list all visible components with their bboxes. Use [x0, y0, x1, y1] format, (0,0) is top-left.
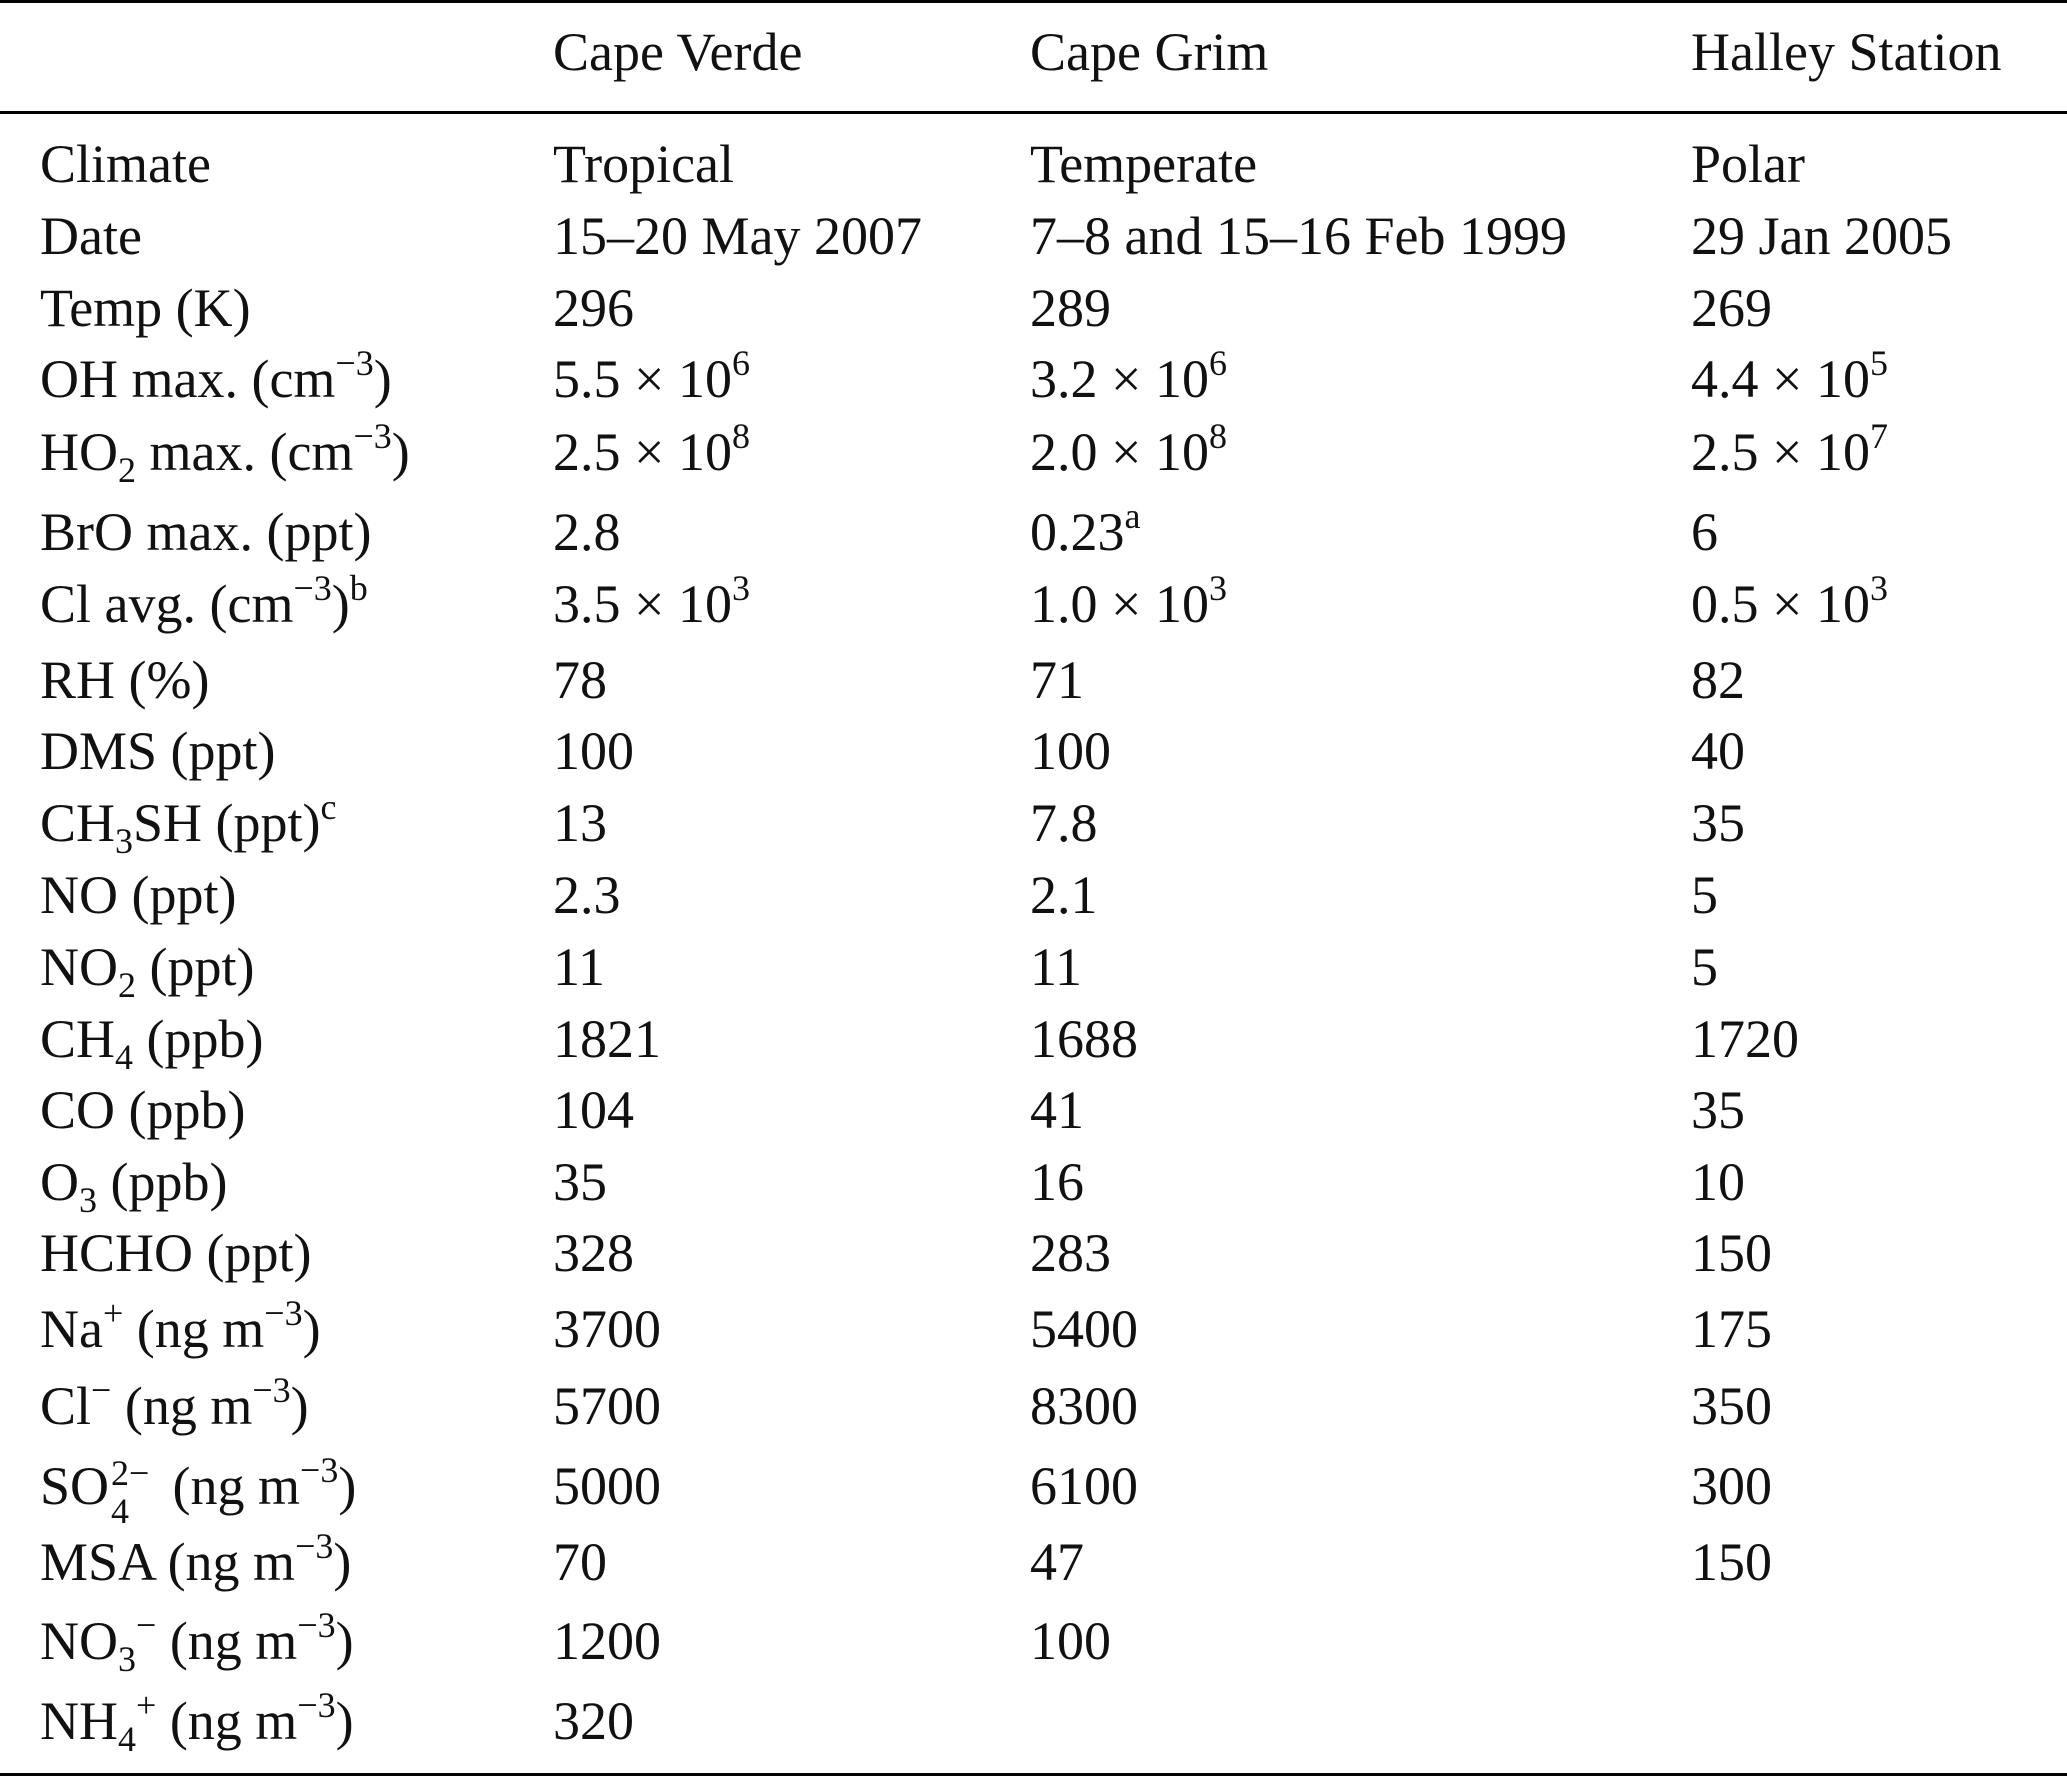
text-run: HCHO (ppt)	[40, 1223, 312, 1283]
table-cell	[553, 568, 750, 640]
table-row	[0, 568, 2067, 640]
table-cell	[1030, 1074, 1084, 1146]
table-cell	[553, 1293, 661, 1365]
text-run: SO	[40, 1456, 110, 1516]
text-run: (ppt)	[136, 937, 255, 997]
text-run: )	[338, 1456, 357, 1516]
table-cell	[1030, 272, 1111, 344]
text-run: )	[302, 1299, 321, 1359]
table-cell	[553, 787, 607, 859]
row-label	[40, 644, 209, 716]
superscript: a	[1124, 496, 1141, 536]
text-run: 289	[1030, 278, 1111, 338]
header-rule	[0, 111, 2067, 114]
table-row	[0, 496, 2067, 568]
text-run: 350	[1691, 1376, 1772, 1436]
text-run: )	[333, 1532, 352, 1592]
text-run: 100	[1030, 1611, 1111, 1671]
table-cell	[553, 343, 750, 415]
text-run: 2.5 × 10	[1691, 422, 1870, 482]
table-cell	[1030, 1605, 1111, 1677]
text-run: 5.5 × 10	[553, 349, 732, 409]
text-run: 269	[1691, 278, 1772, 338]
table-cell	[1030, 1003, 1138, 1075]
table-cell	[1691, 343, 1888, 415]
row-label	[40, 568, 368, 640]
text-run: 11	[553, 937, 605, 997]
text-run: 35	[1691, 1080, 1745, 1140]
text-run: 3.2 × 10	[1030, 349, 1209, 409]
table-cell	[1030, 416, 1227, 488]
table-cell	[1691, 1370, 1772, 1442]
text-run: (ng m	[111, 1376, 253, 1436]
table-row	[0, 1293, 2067, 1365]
text-run: 1200	[553, 1611, 661, 1671]
superscript: −3	[300, 1450, 339, 1490]
text-run: 7.8	[1030, 793, 1098, 853]
table-cell	[553, 931, 605, 1003]
table-row	[0, 931, 2067, 1003]
text-run: (ng m	[123, 1299, 265, 1359]
table-row	[0, 416, 2067, 488]
text-run: max. (cm	[136, 422, 354, 482]
table-cell	[553, 272, 634, 344]
row-label	[40, 272, 251, 344]
subscript: 2	[118, 965, 136, 1005]
table-cell	[1030, 644, 1084, 716]
table-row	[0, 1003, 2067, 1075]
header-cell: Cape Grim	[1030, 22, 1269, 82]
row-label	[40, 1605, 354, 1677]
superscript: 2−	[111, 1453, 150, 1493]
text-run: 104	[553, 1080, 634, 1140]
table-cell	[553, 1370, 661, 1442]
table-cell	[1030, 859, 1098, 931]
text-run: CO (ppb)	[40, 1080, 246, 1140]
superscript: 8	[731, 416, 750, 456]
text-run: 7–8 and 15–16 Feb 1999	[1030, 206, 1567, 266]
text-run: 6	[1691, 502, 1718, 562]
text-run: 5	[1691, 937, 1718, 997]
text-run: CH	[40, 1009, 116, 1069]
text-run: 1.0 × 10	[1030, 574, 1209, 634]
table-cell	[1691, 200, 1952, 272]
text-run: )	[391, 422, 410, 482]
table-cell	[553, 1217, 634, 1289]
text-run: 100	[553, 721, 634, 781]
subscript: 3	[115, 821, 134, 861]
text-run: 5400	[1030, 1299, 1138, 1359]
table-row	[0, 644, 2067, 716]
text-run: 2.8	[553, 502, 621, 562]
table-cell	[1030, 343, 1227, 415]
text-run: 78	[553, 650, 607, 710]
row-label	[40, 1685, 354, 1757]
table-cell	[553, 644, 607, 716]
text-run: Date	[40, 206, 142, 266]
text-run: )	[335, 1691, 354, 1751]
subscript: 4	[111, 1491, 130, 1531]
text-run: O	[40, 1152, 79, 1212]
row-label	[40, 787, 337, 859]
text-run: 3700	[553, 1299, 661, 1359]
table-cell	[1691, 931, 1718, 1003]
text-run: 328	[553, 1223, 634, 1283]
text-run: 6100	[1030, 1456, 1138, 1516]
text-run: BrO max. (ppt)	[40, 502, 372, 562]
superscript: 3	[731, 568, 750, 608]
text-run: NO	[40, 937, 118, 997]
superscript: c	[320, 787, 337, 827]
row-label	[40, 1526, 351, 1598]
subscript: 4	[115, 1037, 134, 1077]
text-run: 175	[1691, 1299, 1772, 1359]
row-label	[40, 1217, 311, 1289]
table-row	[0, 715, 2067, 787]
text-run: (ng m	[159, 1456, 301, 1516]
row-label	[40, 200, 142, 272]
text-run: 2.0 × 10	[1030, 422, 1209, 482]
table-cell	[1691, 1074, 1745, 1146]
text-run: 300	[1691, 1456, 1772, 1516]
text-run: Climate	[40, 134, 211, 194]
script-stack	[109, 1450, 159, 1531]
text-run: 35	[1691, 793, 1745, 853]
text-run: Tropical	[553, 134, 735, 194]
superscript: −3	[297, 1685, 336, 1725]
text-run: DMS (ppt)	[40, 721, 276, 781]
text-run: Polar	[1691, 134, 1805, 194]
subscript: 4	[118, 1719, 136, 1759]
text-run: 2.1	[1030, 865, 1098, 925]
table-row	[0, 1146, 2067, 1218]
table-cell	[1691, 787, 1745, 859]
table-cell	[1691, 496, 1718, 568]
table-cell	[1691, 1526, 1772, 1598]
row-label	[40, 1074, 245, 1146]
text-run: 47	[1030, 1532, 1084, 1592]
subscript: 3	[79, 1180, 97, 1220]
table-row	[0, 128, 2067, 200]
table-cell	[553, 1146, 607, 1218]
superscript: −3	[252, 1370, 291, 1410]
table-row	[0, 1217, 2067, 1289]
text-run: 71	[1030, 650, 1084, 710]
bottom-rule	[0, 1773, 2067, 1776]
text-run: 1821	[553, 1009, 661, 1069]
superscript: 6	[1208, 343, 1227, 383]
text-run: 40	[1691, 721, 1745, 781]
superscript: −	[91, 1370, 112, 1410]
text-run: 4.4 × 10	[1691, 349, 1870, 409]
text-run: (ppb)	[97, 1152, 228, 1212]
superscript: −3	[353, 416, 392, 456]
row-label	[40, 1370, 309, 1442]
row-label	[40, 715, 276, 787]
text-run: 11	[1030, 937, 1082, 997]
text-run: 3.5 × 10	[553, 574, 732, 634]
row-label	[40, 128, 211, 200]
text-run: OH max. (cm	[40, 349, 336, 409]
table-row	[0, 200, 2067, 272]
text-run: 100	[1030, 721, 1111, 781]
text-run: )	[290, 1376, 309, 1436]
header-row	[0, 16, 2067, 88]
table-cell	[1030, 128, 1257, 200]
table-cell	[1030, 1146, 1084, 1218]
text-run: 320	[553, 1691, 634, 1751]
text-run: 296	[553, 278, 634, 338]
table-cell	[1691, 1293, 1772, 1365]
text-run: (ng m	[156, 1691, 298, 1751]
row-label	[40, 343, 392, 415]
text-run: Cl avg. (cm	[40, 574, 294, 634]
text-run: )	[373, 349, 392, 409]
table-cell	[553, 1003, 661, 1075]
text-run: 1688	[1030, 1009, 1138, 1069]
header-cell: Halley Station	[1691, 22, 2002, 82]
text-run: CH	[40, 793, 116, 853]
text-run: 16	[1030, 1152, 1084, 1212]
table-cell	[1030, 1526, 1084, 1598]
table-row	[0, 272, 2067, 344]
superscript: 3	[1869, 568, 1888, 608]
table-cell	[1030, 1217, 1111, 1289]
table-cell	[1691, 1146, 1745, 1218]
table-cell	[1691, 1003, 1799, 1075]
text-run: 150	[1691, 1223, 1772, 1283]
table-cell	[1030, 931, 1082, 1003]
table-cell	[1691, 128, 1805, 200]
table-cell	[1030, 496, 1140, 568]
text-run: 0.5 × 10	[1691, 574, 1870, 634]
table-cell	[553, 1605, 661, 1677]
row-label	[40, 416, 410, 488]
table-cell	[553, 200, 922, 272]
superscript: −	[136, 1605, 157, 1645]
text-run: 15–20 May 2007	[553, 206, 922, 266]
text-run: MSA (ng m	[40, 1532, 296, 1592]
text-run: 13	[553, 793, 607, 853]
table-cell	[1691, 715, 1745, 787]
top-rule	[0, 0, 2067, 3]
text-run: (ng m	[156, 1611, 298, 1671]
table-row	[0, 1450, 2067, 1531]
text-run: NO (ppt)	[40, 865, 237, 925]
table-cell	[1691, 1217, 1772, 1289]
superscript: −3	[295, 1526, 334, 1566]
text-run: 5000	[553, 1456, 661, 1516]
row-label	[40, 1450, 357, 1531]
table-cell	[553, 1685, 634, 1757]
text-run: RH (%)	[40, 650, 210, 710]
row-label	[40, 859, 236, 931]
table-cell	[553, 416, 750, 488]
text-run: )	[331, 574, 350, 634]
table-row	[0, 859, 2067, 931]
table-cell	[553, 715, 634, 787]
row-label	[40, 1003, 263, 1075]
table-row	[0, 1685, 2067, 1757]
text-run: 150	[1691, 1532, 1772, 1592]
text-run: NH	[40, 1691, 118, 1751]
table-cell	[1030, 787, 1098, 859]
table-cell	[1030, 1450, 1138, 1522]
table-cell	[1691, 272, 1772, 344]
text-run: HO	[40, 422, 118, 482]
text-run: 82	[1691, 650, 1745, 710]
superscript: 3	[1208, 568, 1227, 608]
table-row	[0, 1074, 2067, 1146]
table-cell	[1030, 1293, 1138, 1365]
text-run: 70	[553, 1532, 607, 1592]
superscript: −3	[293, 568, 332, 608]
text-run: 5700	[553, 1376, 661, 1436]
table-cell	[553, 859, 621, 931]
superscript: 7	[1869, 416, 1888, 456]
table-cell	[1691, 568, 1888, 640]
text-run: 1720	[1691, 1009, 1799, 1069]
text-run: SH (ppt)	[133, 793, 321, 853]
table-row	[0, 343, 2067, 415]
table-row	[0, 1605, 2067, 1677]
superscript: 8	[1208, 416, 1227, 456]
text-run: 2.3	[553, 865, 621, 925]
text-run: 8300	[1030, 1376, 1138, 1436]
table-cell	[553, 128, 734, 200]
row-label	[40, 931, 254, 1003]
table-cell	[1691, 1450, 1772, 1522]
text-run: 2.5 × 10	[553, 422, 732, 482]
superscript: −3	[335, 343, 374, 383]
table-cell	[1691, 859, 1718, 931]
text-run: 5	[1691, 865, 1718, 925]
table-cell	[1030, 715, 1111, 787]
row-label	[40, 496, 371, 568]
text-run: Cl	[40, 1376, 92, 1436]
text-run: )	[335, 1611, 354, 1671]
subscript: 2	[118, 450, 136, 490]
row-label	[40, 1146, 227, 1218]
text-run: Temperate	[1030, 134, 1258, 194]
table-cell	[1030, 1370, 1138, 1442]
text-run: NO	[40, 1611, 118, 1671]
subscript: 3	[118, 1639, 136, 1679]
text-run: 41	[1030, 1080, 1084, 1140]
row-label	[40, 1293, 321, 1365]
table-row	[0, 1370, 2067, 1442]
table-row	[0, 787, 2067, 859]
table-cell	[553, 1074, 634, 1146]
text-run: 283	[1030, 1223, 1111, 1283]
table-row	[0, 1526, 2067, 1598]
superscript: −3	[264, 1293, 303, 1333]
text-run: 10	[1691, 1152, 1745, 1212]
superscript: b	[349, 568, 368, 608]
text-run: 0.23	[1030, 502, 1125, 562]
table-cell	[1691, 416, 1888, 488]
superscript: +	[136, 1685, 157, 1725]
table-cell	[1030, 568, 1227, 640]
superscript: +	[102, 1293, 124, 1333]
text-run: Temp (K)	[40, 278, 251, 338]
header-cell: Cape Verde	[553, 22, 803, 82]
text-run: (ppb)	[133, 1009, 264, 1069]
superscript: 5	[1869, 343, 1888, 383]
table-cell	[553, 1450, 661, 1522]
superscript: −3	[297, 1605, 336, 1645]
text-run: Na	[40, 1299, 103, 1359]
table-cell	[553, 496, 621, 568]
table-cell	[1691, 644, 1745, 716]
table-cell	[1030, 200, 1567, 272]
table-cell	[553, 1526, 607, 1598]
text-run: 35	[553, 1152, 607, 1212]
superscript: 6	[731, 343, 750, 383]
text-run: 29 Jan 2005	[1691, 206, 1952, 266]
